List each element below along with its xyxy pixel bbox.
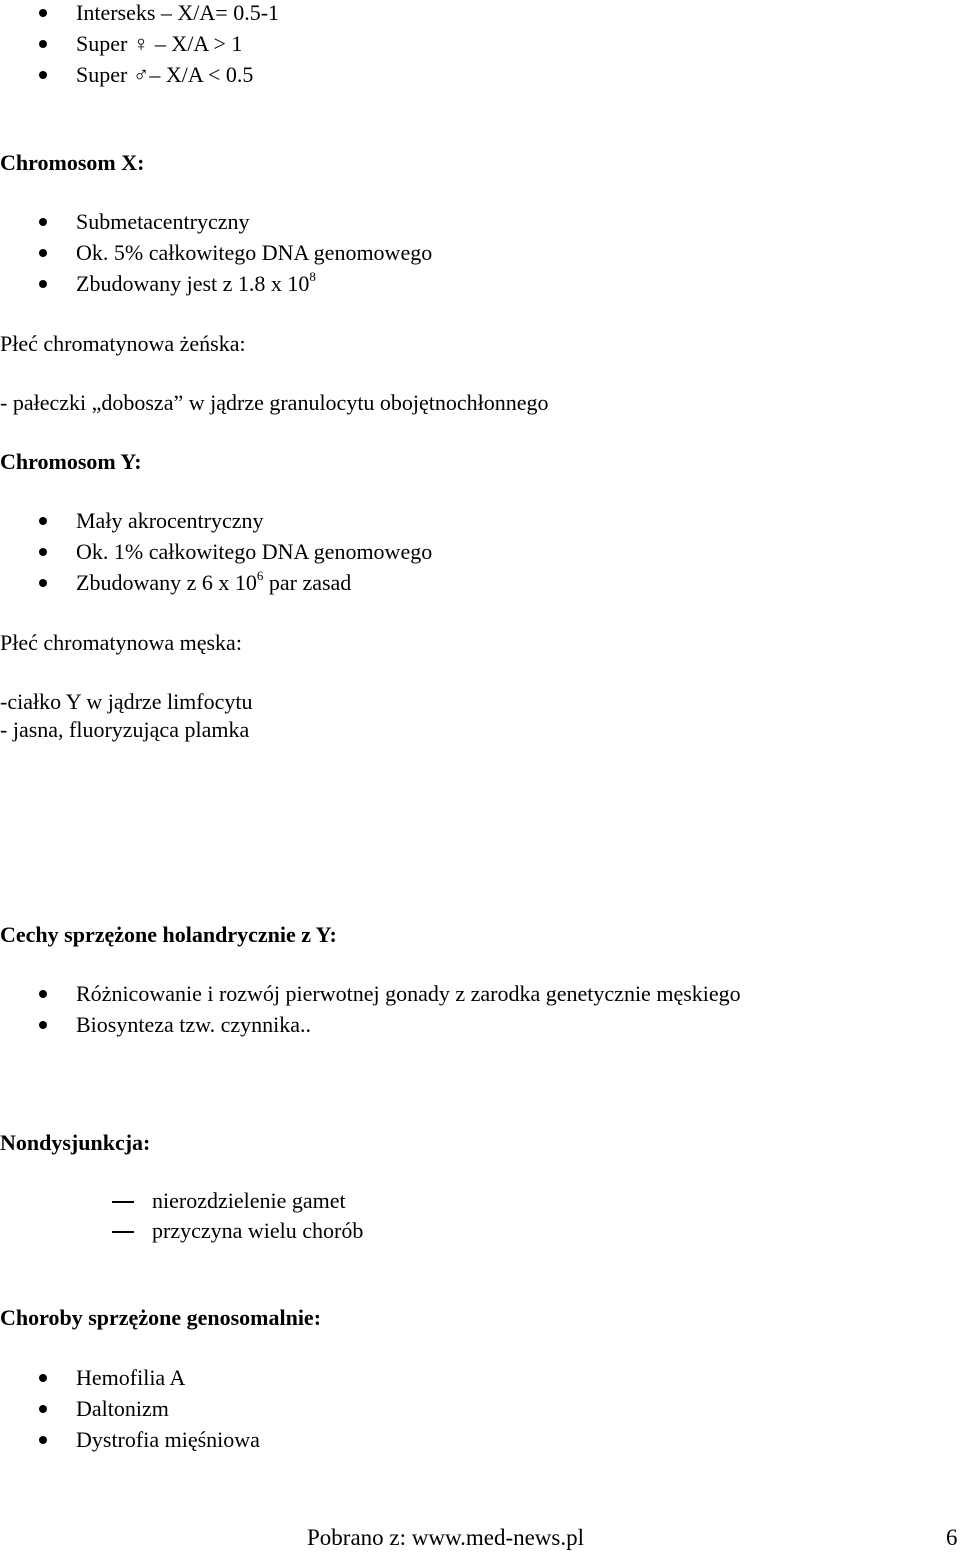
- list-item: Dystrofia mięśniowa: [76, 1427, 260, 1452]
- section-heading: Chromosom Y:: [0, 449, 142, 474]
- bullet-icon: [39, 40, 47, 48]
- section-heading: Nondysjunkcja:: [0, 1130, 151, 1155]
- superscript: 6: [256, 567, 264, 583]
- item-text: Zbudowany jest z 1.8 x 10: [76, 271, 310, 296]
- list-item: Super ♀ – X/A > 1: [76, 31, 243, 56]
- page-number: 6: [946, 1525, 958, 1550]
- list-item: Różnicowanie i rozwój pierwotnej gonady z zarodka genetycznie męskiego: [76, 981, 741, 1006]
- list-item: Daltonizm: [76, 1396, 169, 1421]
- list-item: nierozdzielenie gamet: [152, 1188, 346, 1213]
- list-item: Interseks – X/A= 0.5-1: [76, 0, 280, 25]
- list-item: przyczyna wielu chorób: [152, 1218, 364, 1243]
- bullet-icon: [39, 1021, 47, 1029]
- text-line: - pałeczki „dobosza” w jądrze granulocytu obojętnochłonnego: [0, 390, 549, 415]
- bullet-icon: [39, 280, 47, 288]
- bullet-icon: [39, 71, 47, 79]
- bullet-icon: [39, 249, 47, 257]
- bullet-icon: [39, 517, 47, 525]
- bullet-icon: [39, 1374, 47, 1382]
- bullet-icon: [39, 990, 47, 998]
- section-heading: Płeć chromatynowa męska:: [0, 630, 242, 655]
- dash-icon: [112, 1201, 134, 1203]
- bullet-icon: [39, 548, 47, 556]
- list-item: Ok. 5% całkowitego DNA genomowego: [76, 240, 433, 265]
- bullet-icon: [39, 1436, 47, 1444]
- dash-icon: [112, 1231, 134, 1233]
- list-item: Ok. 1% całkowitego DNA genomowego: [76, 539, 433, 564]
- list-item: [76, 567, 352, 596]
- list-item: Mały akrocentryczny: [76, 508, 264, 533]
- list-item: Hemofilia A: [76, 1365, 186, 1390]
- bullet-icon: [39, 579, 47, 587]
- bullet-icon: [39, 218, 47, 226]
- item-text: par zasad: [263, 570, 352, 595]
- section-heading: Cechy sprzężone holandrycznie z Y:: [0, 922, 337, 947]
- list-item: Submetacentryczny: [76, 209, 250, 234]
- text-line: - jasna, fluoryzująca plamka: [0, 717, 250, 742]
- section-heading: Płeć chromatynowa żeńska:: [0, 331, 246, 356]
- bullet-icon: [39, 1405, 47, 1413]
- list-item: Super ♂– X/A < 0.5: [76, 62, 254, 87]
- section-heading: Choroby sprzężone genosomalnie:: [0, 1305, 322, 1330]
- section-heading: Chromosom X:: [0, 150, 145, 175]
- item-text: Zbudowany z 6 x 10: [76, 570, 257, 595]
- footer-source: Pobrano z: www.med-news.pl: [307, 1525, 585, 1550]
- text-line: -ciałko Y w jądrze limfocytu: [0, 689, 253, 714]
- superscript: 8: [309, 268, 316, 284]
- bullet-icon: [39, 9, 47, 17]
- list-item: Biosynteza tzw. czynnika..: [76, 1012, 311, 1037]
- list-item: [76, 268, 316, 297]
